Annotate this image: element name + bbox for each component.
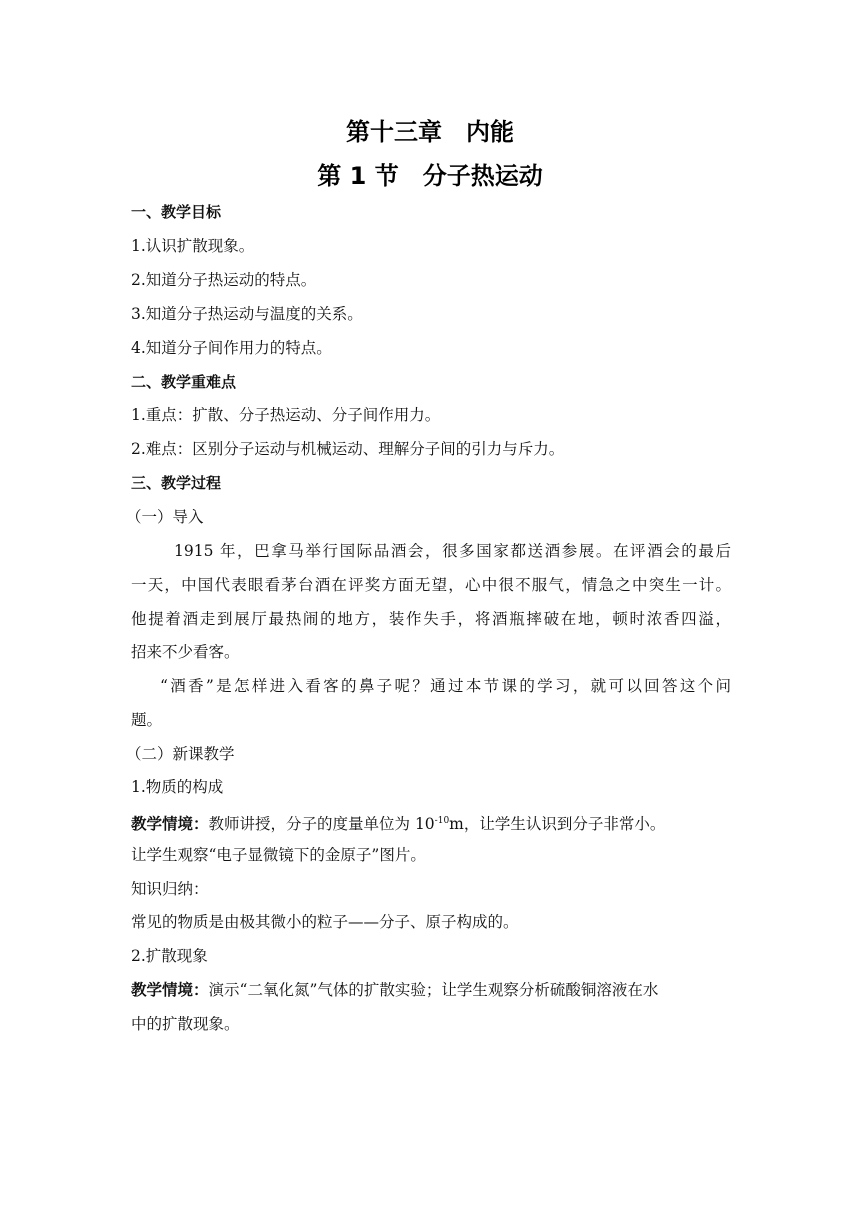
part2-situation [131,980,731,1000]
chapter-title: 第十三章 内能 [346,118,514,146]
objectives-heading: 一、教学目标 [131,203,222,221]
situation-text: 演示“二氧化氮”气体的扩散实验；让学生观察分析硫酸铜溶液在水 [208,981,659,999]
part2-situation-line2: 中的扩散现象。 [131,1015,240,1033]
intro-question-line: “酒香”是怎样进入看客的鼻子呢？通过本节课的学习，就可以回答这个问 [160,677,731,695]
situation-text: 教师讲授，分子的度量单位为 10 [208,815,435,833]
objective-item: 3.知道分子热运动与温度的关系。 [131,305,363,323]
objective-item: 2.知道分子热运动的特点。 [131,271,317,289]
process-heading: 三、教学过程 [131,474,222,492]
intro-heading: （一）导入 [126,508,204,526]
exponent: -10 [434,816,450,826]
objective-item: 1.认识扩散现象。 [131,237,255,255]
situation-label: 教学情境： [131,815,209,833]
keypoint-item: 1.重点：扩散、分子热运动、分子间作用力。 [131,406,441,424]
section-title: 第 1 节 分子热运动 [317,162,543,190]
part1-title: 1.物质的构成 [131,778,224,796]
situation-text-end: m，让学生认识到分子非常小。 [449,815,666,833]
intro-paragraph-line: 招来不少看客。 [131,643,240,661]
intro-paragraph-line: 一天，中国代表眼看茅台酒在评奖方面无望，心中很不服气，情急之中突生一计。 [131,576,731,594]
objective-item: 4.知道分子间作用力的特点。 [131,339,332,357]
part1-situation [131,811,731,834]
part1-situation-line2: 让学生观察“电子显微镜下的金原子”图片。 [131,846,426,864]
newlesson-heading: （二）新课教学 [126,745,235,763]
intro-paragraph-line: 他提着酒走到展厅最热闹的地方，装作失手，将酒瓶摔破在地，顿时浓香四溢， [131,610,731,628]
summary-label: 知识归纳： [131,880,209,898]
keypoints-heading: 二、教学重难点 [131,373,237,391]
intro-paragraph-line: 1915 年，巴拿马举行国际品酒会，很多国家都送酒参展。在评酒会的最后 [174,542,731,560]
situation-label: 教学情境： [131,981,209,999]
keypoint-item: 2.难点：区别分子运动与机械运动、理解分子间的引力与斥力。 [131,440,565,458]
part2-title: 2.扩散现象 [131,947,208,965]
intro-question-line: 题。 [131,711,163,729]
summary-text: 常见的物质是由极其微小的粒子——分子、原子构成的。 [131,913,519,931]
